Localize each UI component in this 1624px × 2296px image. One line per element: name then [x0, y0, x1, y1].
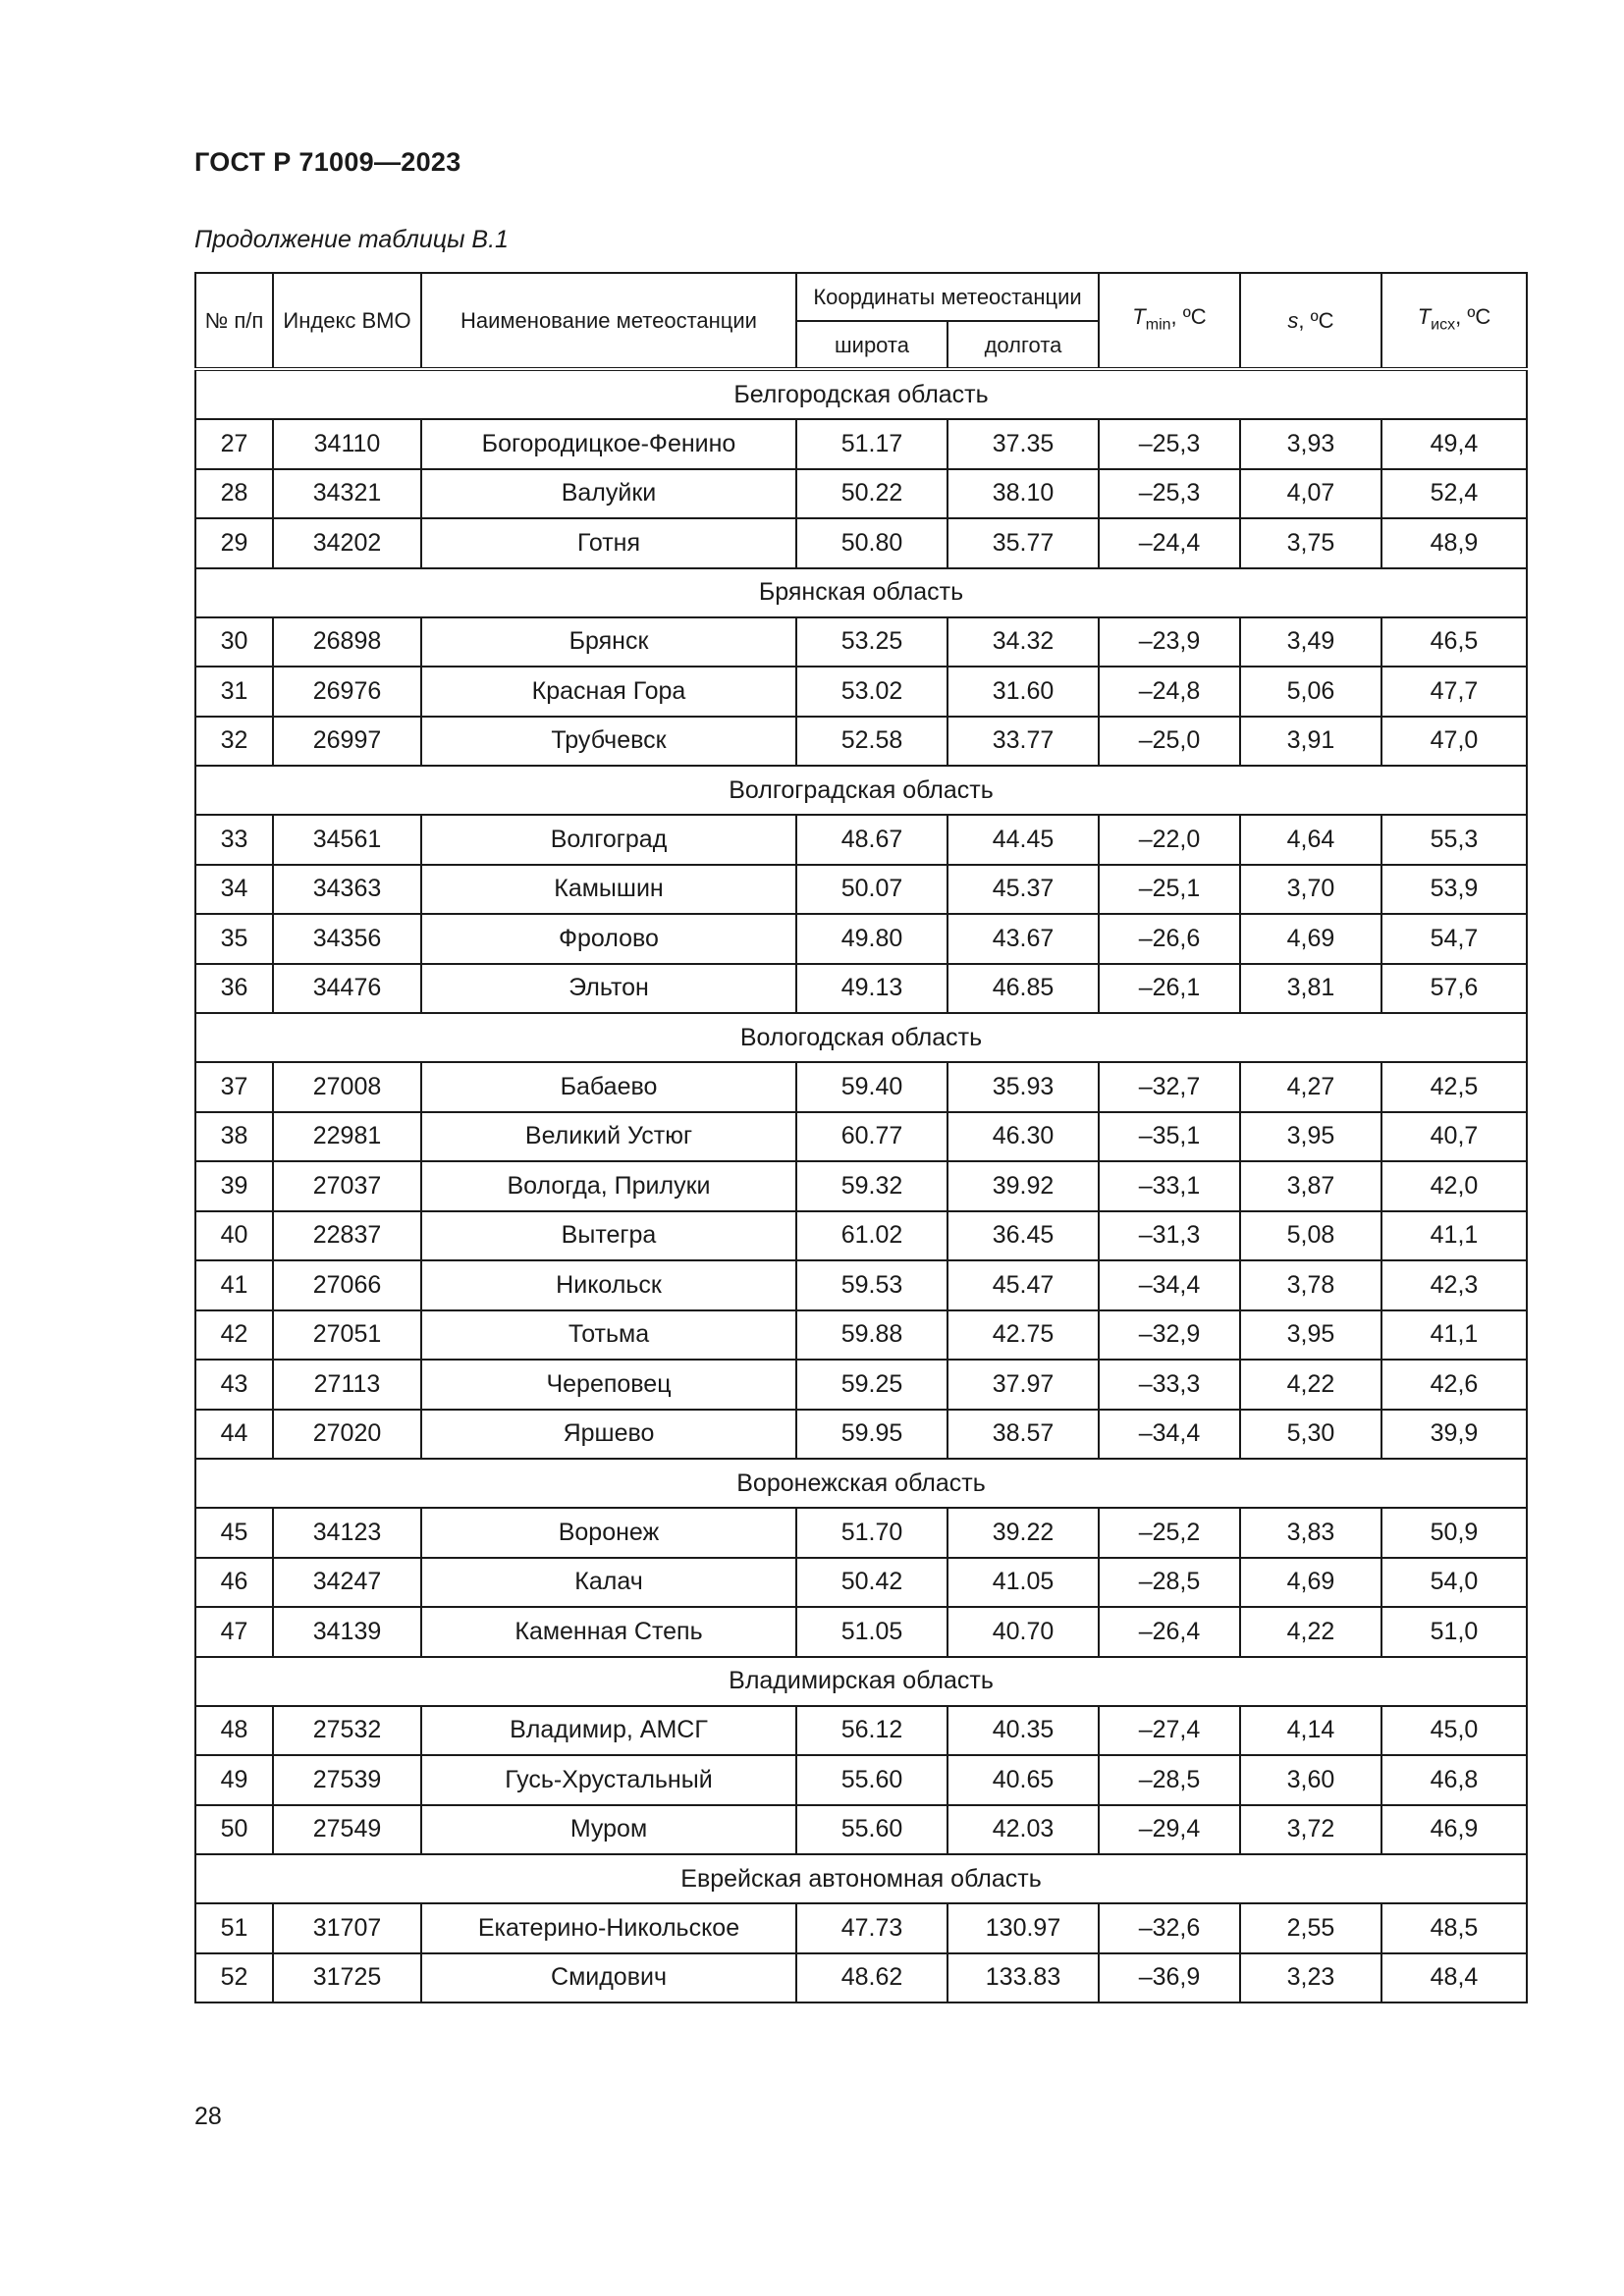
s-value: 3,87: [1240, 1161, 1381, 1211]
s-value: 3,75: [1240, 518, 1381, 568]
row-num: 28: [195, 469, 273, 519]
tmin-value: –25,2: [1099, 1508, 1240, 1558]
longitude: 38.10: [947, 469, 1099, 519]
table-row: [195, 1903, 1527, 1953]
tisx-value: 46,8: [1381, 1755, 1527, 1805]
table-row: [195, 914, 1527, 964]
tmin-value: –23,9: [1099, 617, 1240, 667]
s-value: 4,14: [1240, 1706, 1381, 1756]
s-value: 3,83: [1240, 1508, 1381, 1558]
table-row: [195, 717, 1527, 767]
latitude: 59.25: [796, 1360, 947, 1410]
longitude: 39.92: [947, 1161, 1099, 1211]
table-row: [195, 1755, 1527, 1805]
table-caption: Продолжение таблицы В.1: [194, 226, 509, 253]
wmo-index: 34139: [273, 1607, 421, 1657]
latitude: 50.80: [796, 518, 947, 568]
region-name: Брянская область: [195, 568, 1527, 617]
station-name: Вытегра: [421, 1211, 796, 1261]
wmo-index: 34202: [273, 518, 421, 568]
wmo-index: 34363: [273, 865, 421, 915]
tmin-value: –24,4: [1099, 518, 1240, 568]
tmin-value: –25,0: [1099, 717, 1240, 767]
station-name: Великий Устюг: [421, 1112, 796, 1162]
station-name: Калач: [421, 1558, 796, 1608]
table-row: [195, 1161, 1527, 1211]
s-value: 3,72: [1240, 1805, 1381, 1855]
station-name: Муром: [421, 1805, 796, 1855]
latitude: 56.12: [796, 1706, 947, 1756]
s-value: 3,23: [1240, 1953, 1381, 2003]
tmin-value: –35,1: [1099, 1112, 1240, 1162]
region-name: Воронежская область: [195, 1459, 1527, 1508]
latitude: 59.32: [796, 1161, 947, 1211]
tisx-value: 51,0: [1381, 1607, 1527, 1657]
wmo-index: 34123: [273, 1508, 421, 1558]
region-name: Вологодская область: [195, 1013, 1527, 1062]
station-name: Бабаево: [421, 1062, 796, 1112]
tisx-value: 53,9: [1381, 865, 1527, 915]
row-num: 46: [195, 1558, 273, 1608]
table-row: [195, 1607, 1527, 1657]
tmin-value: –26,6: [1099, 914, 1240, 964]
s-value: 4,69: [1240, 1558, 1381, 1608]
latitude: 49.13: [796, 964, 947, 1014]
latitude: 51.17: [796, 419, 947, 469]
tisx-value: 41,1: [1381, 1310, 1527, 1361]
tisx-value: 55,3: [1381, 815, 1527, 865]
s-value: 3,81: [1240, 964, 1381, 1014]
station-name: Смидович: [421, 1953, 796, 2003]
row-num: 31: [195, 667, 273, 717]
wmo-index: 27066: [273, 1260, 421, 1310]
tisx-value: 48,4: [1381, 1953, 1527, 2003]
latitude: 50.07: [796, 865, 947, 915]
tmin-value: –22,0: [1099, 815, 1240, 865]
tisx-value: 48,9: [1381, 518, 1527, 568]
wmo-index: 27020: [273, 1410, 421, 1460]
s-value: 3,95: [1240, 1310, 1381, 1361]
header-num: № п/п: [195, 273, 273, 369]
longitude: 41.05: [947, 1558, 1099, 1608]
region-name: Белгородская область: [195, 369, 1527, 419]
latitude: 59.53: [796, 1260, 947, 1310]
header-tisx: $T_{исх}$, ºC: [1381, 273, 1527, 369]
tisx-value: 54,0: [1381, 1558, 1527, 1608]
wmo-index: 22981: [273, 1112, 421, 1162]
latitude: 59.88: [796, 1310, 947, 1361]
tmin-value: –27,4: [1099, 1706, 1240, 1756]
longitude: 46.30: [947, 1112, 1099, 1162]
document-code: ГОСТ Р 71009—2023: [194, 147, 461, 177]
station-name: Брянск: [421, 617, 796, 667]
wmo-index: 34110: [273, 419, 421, 469]
s-value: 5,30: [1240, 1410, 1381, 1460]
latitude: 59.95: [796, 1410, 947, 1460]
latitude: 50.22: [796, 469, 947, 519]
latitude: 51.05: [796, 1607, 947, 1657]
s-value: 3,95: [1240, 1112, 1381, 1162]
latitude: 59.40: [796, 1062, 947, 1112]
station-name: Камышин: [421, 865, 796, 915]
latitude: 53.02: [796, 667, 947, 717]
longitude: 133.83: [947, 1953, 1099, 2003]
wmo-index: 27549: [273, 1805, 421, 1855]
s-value: 4,64: [1240, 815, 1381, 865]
header-latitude: широта: [796, 321, 947, 369]
table-row: [195, 964, 1527, 1014]
tisx-value: 42,6: [1381, 1360, 1527, 1410]
tmin-value: –31,3: [1099, 1211, 1240, 1261]
latitude: 48.62: [796, 1953, 947, 2003]
tmin-value: –28,5: [1099, 1755, 1240, 1805]
latitude: 49.80: [796, 914, 947, 964]
header-station-name: Наименование метеостанции: [421, 273, 796, 369]
tisx-value: 48,5: [1381, 1903, 1527, 1953]
tisx-value: 47,7: [1381, 667, 1527, 717]
table-row: [195, 1260, 1527, 1310]
tisx-value: 54,7: [1381, 914, 1527, 964]
table-row: [195, 1805, 1527, 1855]
longitude: 42.75: [947, 1310, 1099, 1361]
wmo-index: 27532: [273, 1706, 421, 1756]
row-num: 50: [195, 1805, 273, 1855]
region-row: [195, 568, 1527, 617]
s-value: 5,06: [1240, 667, 1381, 717]
table-row: [195, 1508, 1527, 1558]
tisx-value: 52,4: [1381, 469, 1527, 519]
row-num: 49: [195, 1755, 273, 1805]
station-name: Богородицкое-Фенино: [421, 419, 796, 469]
tisx-value: 42,5: [1381, 1062, 1527, 1112]
wmo-index: 27539: [273, 1755, 421, 1805]
station-name: Екатерино-Никольское: [421, 1903, 796, 1953]
longitude: 37.97: [947, 1360, 1099, 1410]
stations-table: [194, 272, 1528, 2003]
tisx-value: 39,9: [1381, 1410, 1527, 1460]
header-coordinates: Координаты метеостанции: [796, 273, 1099, 321]
tisx-value: 41,1: [1381, 1211, 1527, 1261]
table-row: [195, 1062, 1527, 1112]
wmo-index: 34356: [273, 914, 421, 964]
longitude: 40.70: [947, 1607, 1099, 1657]
table-row: [195, 865, 1527, 915]
region-name: Еврейская автономная область: [195, 1854, 1527, 1903]
tisx-value: 49,4: [1381, 419, 1527, 469]
tmin-value: –32,9: [1099, 1310, 1240, 1361]
row-num: 37: [195, 1062, 273, 1112]
station-name: Волгоград: [421, 815, 796, 865]
station-name: Владимир, АМСГ: [421, 1706, 796, 1756]
longitude: 37.35: [947, 419, 1099, 469]
s-value: 3,91: [1240, 717, 1381, 767]
latitude: 55.60: [796, 1805, 947, 1855]
region-row: [195, 1657, 1527, 1706]
longitude: 43.67: [947, 914, 1099, 964]
tisx-value: 40,7: [1381, 1112, 1527, 1162]
table-row: [195, 1706, 1527, 1756]
table-row: [195, 1310, 1527, 1361]
s-value: 3,60: [1240, 1755, 1381, 1805]
latitude: 61.02: [796, 1211, 947, 1261]
station-name: Готня: [421, 518, 796, 568]
region-row: [195, 1013, 1527, 1062]
row-num: 39: [195, 1161, 273, 1211]
wmo-index: 22837: [273, 1211, 421, 1261]
wmo-index: 26898: [273, 617, 421, 667]
tmin-value: –24,8: [1099, 667, 1240, 717]
tmin-value: –26,1: [1099, 964, 1240, 1014]
tisx-value: 47,0: [1381, 717, 1527, 767]
wmo-index: 34247: [273, 1558, 421, 1608]
station-name: Каменная Степь: [421, 1607, 796, 1657]
longitude: 34.32: [947, 617, 1099, 667]
tisx-value: 57,6: [1381, 964, 1527, 1014]
latitude: 47.73: [796, 1903, 947, 1953]
longitude: 33.77: [947, 717, 1099, 767]
row-num: 51: [195, 1903, 273, 1953]
tmin-value: –32,6: [1099, 1903, 1240, 1953]
tmin-value: –36,9: [1099, 1953, 1240, 2003]
wmo-index: 27051: [273, 1310, 421, 1361]
tisx-value: 42,0: [1381, 1161, 1527, 1211]
station-name: Воронеж: [421, 1508, 796, 1558]
longitude: 44.45: [947, 815, 1099, 865]
wmo-index: 31707: [273, 1903, 421, 1953]
station-name: Эльтон: [421, 964, 796, 1014]
row-num: 35: [195, 914, 273, 964]
wmo-index: 26976: [273, 667, 421, 717]
region-name: Волгоградская область: [195, 766, 1527, 815]
row-num: 33: [195, 815, 273, 865]
s-value: 5,08: [1240, 1211, 1381, 1261]
table-row: [195, 419, 1527, 469]
longitude: 38.57: [947, 1410, 1099, 1460]
longitude: 39.22: [947, 1508, 1099, 1558]
region-row: [195, 766, 1527, 815]
header-wmo-index: Индекс ВМО: [273, 273, 421, 369]
row-num: 42: [195, 1310, 273, 1361]
row-num: 27: [195, 419, 273, 469]
s-value: 4,07: [1240, 469, 1381, 519]
table-row: [195, 815, 1527, 865]
tisx-value: 50,9: [1381, 1508, 1527, 1558]
row-num: 36: [195, 964, 273, 1014]
tmin-value: –29,4: [1099, 1805, 1240, 1855]
station-name: Никольск: [421, 1260, 796, 1310]
station-name: Череповец: [421, 1360, 796, 1410]
table-header: [195, 273, 1527, 369]
table-row: [195, 1211, 1527, 1261]
longitude: 40.65: [947, 1755, 1099, 1805]
station-name: Яршево: [421, 1410, 796, 1460]
tmin-value: –33,3: [1099, 1360, 1240, 1410]
longitude: 35.93: [947, 1062, 1099, 1112]
wmo-index: 34561: [273, 815, 421, 865]
longitude: 45.37: [947, 865, 1099, 915]
tmin-value: –34,4: [1099, 1410, 1240, 1460]
row-num: 47: [195, 1607, 273, 1657]
latitude: 52.58: [796, 717, 947, 767]
tmin-value: –26,4: [1099, 1607, 1240, 1657]
station-name: Тотьма: [421, 1310, 796, 1361]
station-name: Трубчевск: [421, 717, 796, 767]
longitude: 31.60: [947, 667, 1099, 717]
station-name: Вологда, Прилуки: [421, 1161, 796, 1211]
wmo-index: 31725: [273, 1953, 421, 2003]
header-tmin: $T_{min}$, ºC: [1099, 273, 1240, 369]
table-row: [195, 617, 1527, 667]
row-num: 34: [195, 865, 273, 915]
table-row: [195, 667, 1527, 717]
s-value: 4,22: [1240, 1360, 1381, 1410]
tisx-value: 46,9: [1381, 1805, 1527, 1855]
latitude: 60.77: [796, 1112, 947, 1162]
latitude: 55.60: [796, 1755, 947, 1805]
wmo-index: 34321: [273, 469, 421, 519]
row-num: 41: [195, 1260, 273, 1310]
tmin-value: –32,7: [1099, 1062, 1240, 1112]
wmo-index: 27008: [273, 1062, 421, 1112]
wmo-index: 26997: [273, 717, 421, 767]
table-body: [195, 369, 1527, 2002]
table-row: [195, 1953, 1527, 2003]
tmin-value: –28,5: [1099, 1558, 1240, 1608]
page-number: 28: [194, 2103, 222, 2130]
s-value: 4,27: [1240, 1062, 1381, 1112]
s-value: 3,93: [1240, 419, 1381, 469]
header-longitude: долгота: [947, 321, 1099, 369]
station-name: Красная Гора: [421, 667, 796, 717]
row-num: 30: [195, 617, 273, 667]
latitude: 50.42: [796, 1558, 947, 1608]
row-num: 38: [195, 1112, 273, 1162]
s-value: 3,78: [1240, 1260, 1381, 1310]
wmo-index: 27113: [273, 1360, 421, 1410]
tmin-value: –34,4: [1099, 1260, 1240, 1310]
longitude: 46.85: [947, 964, 1099, 1014]
s-value: 2,55: [1240, 1903, 1381, 1953]
longitude: 35.77: [947, 518, 1099, 568]
latitude: 48.67: [796, 815, 947, 865]
s-value: 3,49: [1240, 617, 1381, 667]
station-name: Валуйки: [421, 469, 796, 519]
table-row: [195, 1112, 1527, 1162]
tmin-value: –25,1: [1099, 865, 1240, 915]
longitude: 42.03: [947, 1805, 1099, 1855]
row-num: 29: [195, 518, 273, 568]
tisx-value: 45,0: [1381, 1706, 1527, 1756]
header-s: s, ºC: [1240, 273, 1381, 369]
row-num: 44: [195, 1410, 273, 1460]
table-row: [195, 1360, 1527, 1410]
table-row: [195, 1410, 1527, 1460]
wmo-index: 34476: [273, 964, 421, 1014]
row-num: 52: [195, 1953, 273, 2003]
s-value: 3,70: [1240, 865, 1381, 915]
wmo-index: 27037: [273, 1161, 421, 1211]
tmin-value: –33,1: [1099, 1161, 1240, 1211]
latitude: 51.70: [796, 1508, 947, 1558]
region-row: [195, 1854, 1527, 1903]
table-row: [195, 469, 1527, 519]
tmin-value: –25,3: [1099, 419, 1240, 469]
row-num: 43: [195, 1360, 273, 1410]
tmin-value: –25,3: [1099, 469, 1240, 519]
s-value: 4,69: [1240, 914, 1381, 964]
region-row: [195, 1459, 1527, 1508]
row-num: 48: [195, 1706, 273, 1756]
table-row: [195, 518, 1527, 568]
row-num: 32: [195, 717, 273, 767]
row-num: 45: [195, 1508, 273, 1558]
station-name: Гусь-Хрустальный: [421, 1755, 796, 1805]
longitude: 45.47: [947, 1260, 1099, 1310]
table-row: [195, 1558, 1527, 1608]
region-row: [195, 369, 1527, 419]
tisx-value: 46,5: [1381, 617, 1527, 667]
region-name: Владимирская область: [195, 1657, 1527, 1706]
s-value: 4,22: [1240, 1607, 1381, 1657]
tisx-value: 42,3: [1381, 1260, 1527, 1310]
longitude: 40.35: [947, 1706, 1099, 1756]
station-name: Фролово: [421, 914, 796, 964]
latitude: 53.25: [796, 617, 947, 667]
longitude: 130.97: [947, 1903, 1099, 1953]
longitude: 36.45: [947, 1211, 1099, 1261]
row-num: 40: [195, 1211, 273, 1261]
